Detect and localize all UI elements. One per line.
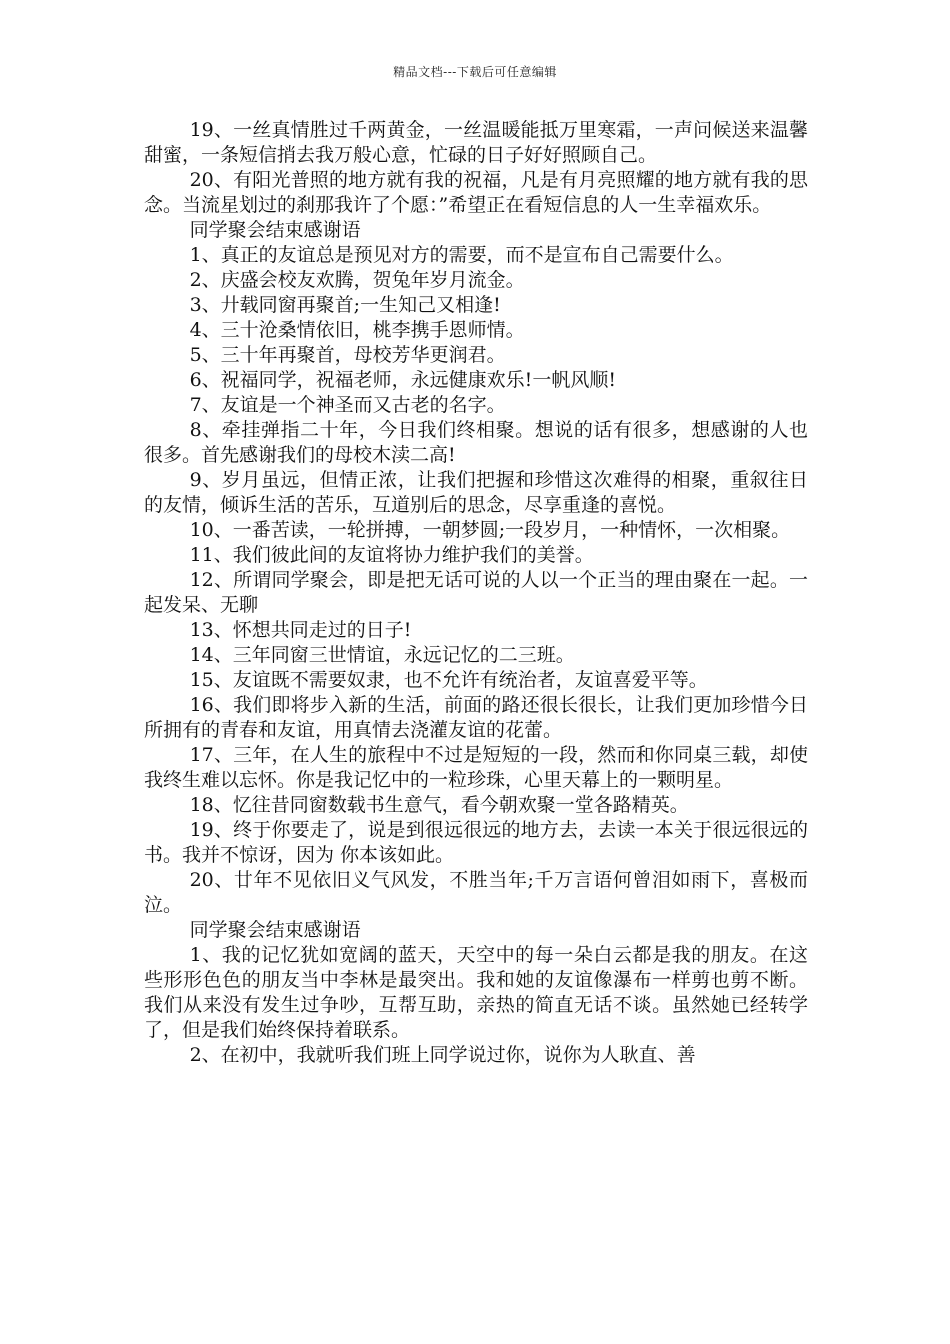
paragraph: 8、牵挂弹指二十年，今日我们终相聚。想说的话有很多，想感谢的人也很多。首先感谢我们的母校木渎二高! (144, 419, 808, 466)
paragraph: 17、三年，在人生的旅程中不过是短短的一段，然而和你同桌三载，却使我终生难以忘怀。你是我记忆中的一粒珍珠，心里天幕上的一颗明星。 (144, 744, 808, 791)
paragraph: 2、庆盛会校友欢腾，贺兔年岁月流金。 (189, 269, 525, 291)
paragraph: 14、三年同窗三世情谊，永远记忆的二三班。 (189, 644, 575, 666)
paragraph: 19、一丝真情胜过千两黄金，一丝温暖能抵万里寒霜，一声问候送来温馨甜蜜，一条短信捎去我万般心意，忙碌的日子好好照顾自己。 (144, 119, 808, 166)
section-heading: 同学聚会结束感谢语 (189, 919, 361, 941)
section-heading: 同学聚会结束感谢语 (189, 219, 361, 241)
paragraph: 19、终于你要走了，说是到很远很远的地方去，去读一本关于很远很远的书。我并不惊讶，因为 你本该如此。 (144, 819, 808, 866)
paragraph: 5、三十年再聚首，母校芳华更润君。 (189, 344, 506, 366)
paragraph: 7、友谊是一个神圣而又古老的名字。 (189, 394, 506, 416)
paragraph: 6、祝福同学，祝福老师，永远健康欢乐!一帆风顺! (189, 369, 616, 391)
paragraph: 1、我的记忆犹如宽阔的蓝天，天空中的每一朵白云都是我的朋友。在这些形形色色的朋友当中李林是最突出。我和她的友谊像瀑布一样剪也剪不断。我们从来没有发生过争吵，互帮互助，亲热的简直无话不谈。虽然她已经转学了，但是我们始终保持着联系。 (144, 944, 808, 1041)
paragraph: 4、三十沧桑情依旧，桃李携手恩师情。 (189, 319, 525, 341)
paragraph: 20、廿年不见依旧义气风发，不胜当年;千万言语何曾泪如雨下，喜极而泣。 (144, 869, 808, 916)
document-body (144, 118, 808, 1068)
paragraph: 2、在初中，我就听我们班上同学说过你，说你为人耿直、善 (189, 1044, 696, 1066)
paragraph: 11、我们彼此间的友谊将协力维护我们的美誉。 (189, 544, 594, 566)
paragraph: 9、岁月虽远，但情正浓，让我们把握和珍惜这次难得的相聚，重叙往日的友情，倾诉生活的苦乐，互道别后的思念，尽享重逢的喜悦。 (144, 469, 808, 516)
paragraph: 20、有阳光普照的地方就有我的祝福，凡是有月亮照耀的地方就有我的思念。当流星划过的刹那我许了个愿：”希望正在看短信息的人一生幸福欢乐。 (144, 169, 808, 216)
paragraph: 10、一番苦读，一轮拼搏，一朝梦圆;一段岁月，一种情怀，一次相聚。 (189, 519, 791, 541)
paragraph: 15、友谊既不需要奴隶，也不允许有统治者，友谊喜爱平等。 (189, 669, 708, 691)
paragraph: 13、怀想共同走过的日子! (189, 619, 412, 641)
paragraph: 12、所谓同学聚会，即是把无话可说的人以一个正当的理由聚在一起。一起发呆、无聊 (144, 569, 808, 616)
paragraph: 3、廾载同窗再聚首;一生知己又相逢! (189, 294, 501, 316)
paragraph: 1、真正的友谊总是预见对方的需要，而不是宣布自己需要什么。 (189, 244, 734, 266)
paragraph: 18、忆往昔同窗数载书生意气，看今朝欢聚一堂各路精英。 (189, 794, 689, 816)
paragraph: 16、我们即将步入新的生活，前面的路还很长很长，让我们更加珍惜今日所拥有的青春和友谊，用真情去浇灌友谊的花蕾。 (144, 694, 808, 741)
page-header: 精品文档---下载后可任意编辑 (393, 65, 557, 79)
